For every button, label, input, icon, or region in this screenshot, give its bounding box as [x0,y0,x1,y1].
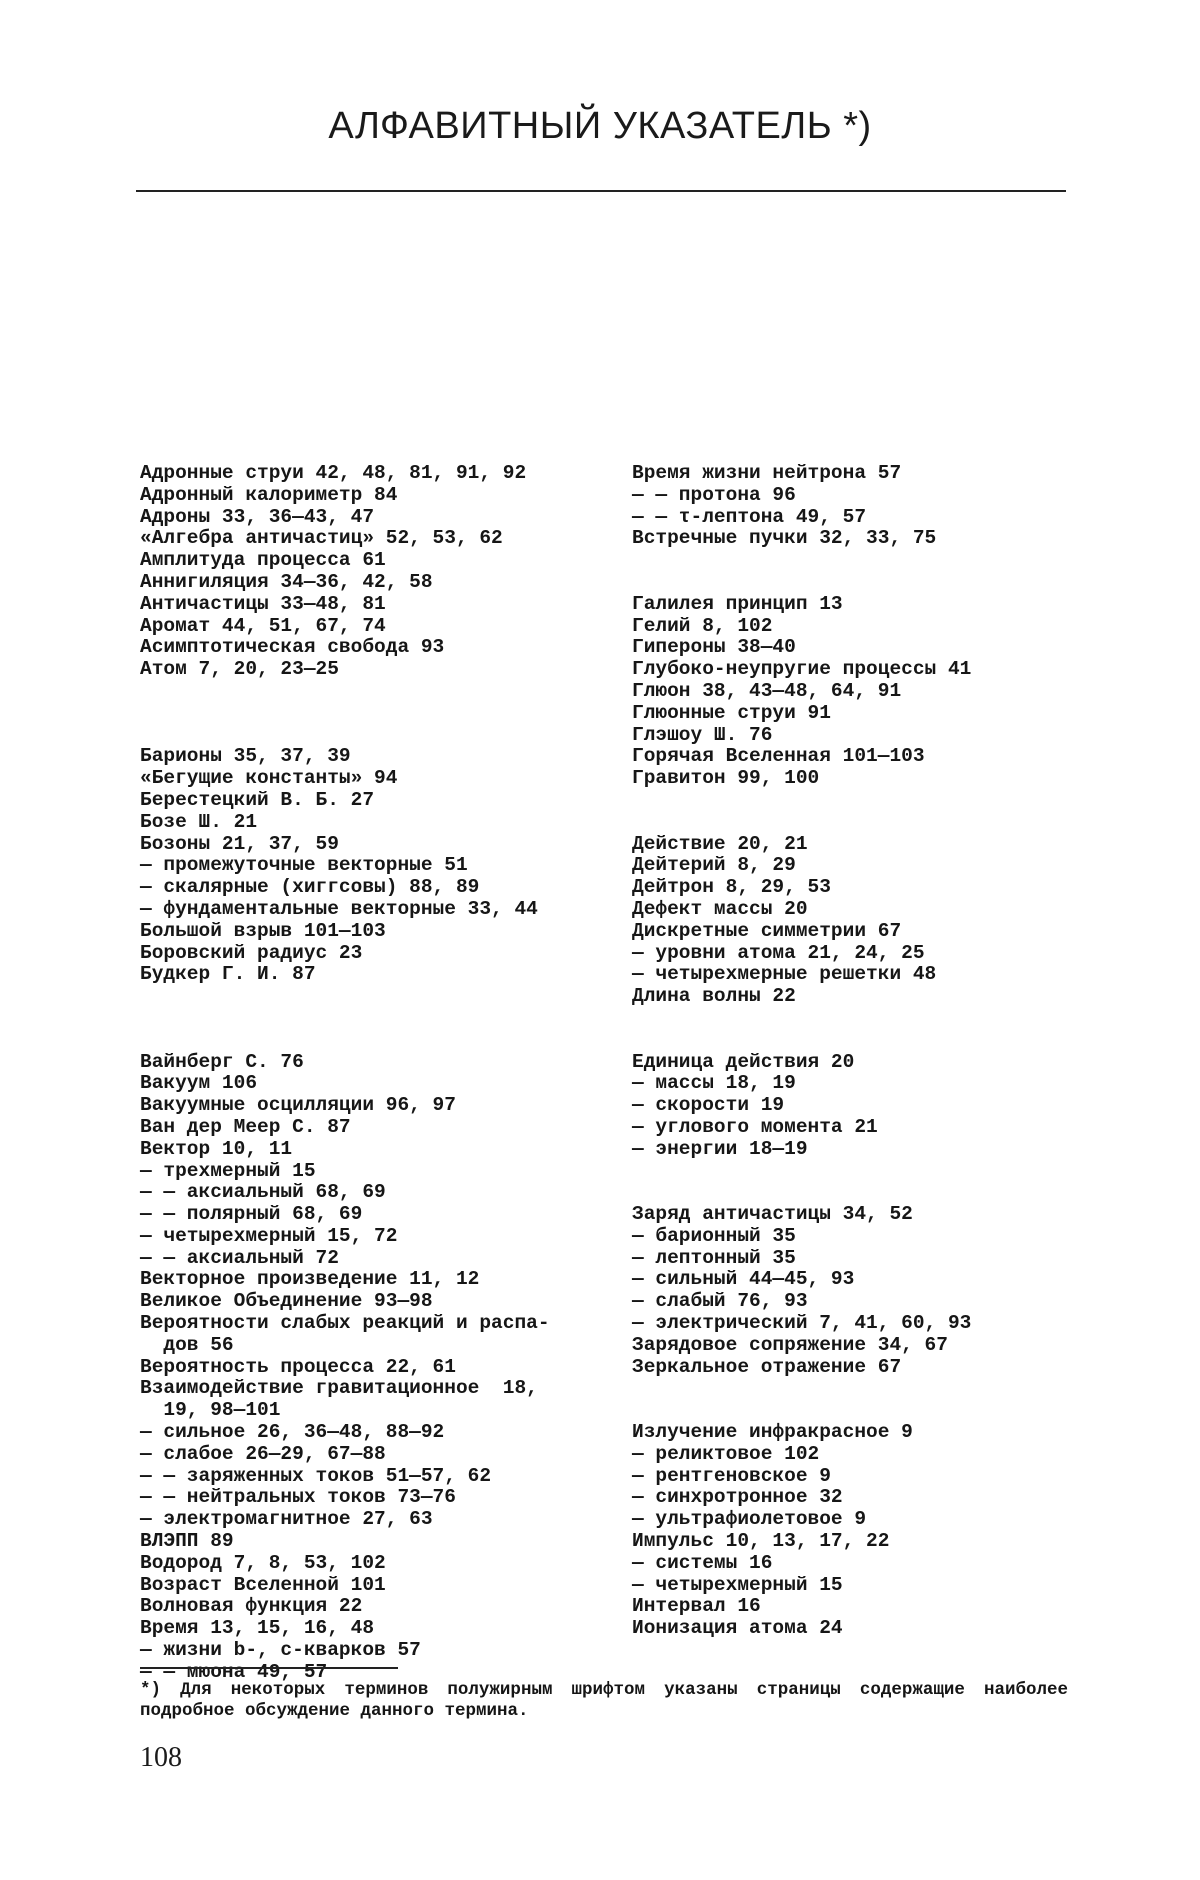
index-entry: — слабое 26—29, 67—88 [140,1442,386,1465]
index-entry: Античастицы 33—48, 81 [140,592,386,615]
index-entry: — четырехмерный 15, 72 [140,1224,398,1247]
index-entry: Взаимодействие гравитационное 18, [140,1377,538,1400]
index-entry: — — аксиальный 68, 69 [140,1181,386,1204]
index-entry: Водород 7, 8, 53, 102 [140,1551,386,1574]
index-entry: — трехмерный 15 [140,1159,316,1182]
index-entry: — фундаментальные векторные 33, 44 [140,897,538,920]
index-entry: — четырехмерный 15 [632,1573,843,1596]
index-gap [632,572,1102,594]
index-entry: Будкер Г. И. 87 [140,963,316,986]
footnote: *) Для некоторых терминов полужирным шрифтом указаны страницы содержащие наиболее подробное обсуждение данного термина. [140,1680,1068,1721]
index-entry: — — мюона 49, 57 [140,1660,328,1683]
index-gap [140,725,605,747]
index-gap [632,1161,1102,1183]
index-gap [140,986,605,1008]
index-entry: дов 56 [140,1333,234,1356]
index-entry: — ультрафиолетовое 9 [632,1508,867,1531]
page-title: АЛФАВИТНЫЙ УКАЗАТЕЛЬ *) [328,105,872,147]
index-entry: Время жизни нейтрона 57 [632,462,902,484]
index-entry: Зарядовое сопряжение 34, 67 [632,1333,948,1356]
index-entry: Асимптотическая свобода 93 [140,636,445,659]
index-entry: Боровский радиус 23 [140,941,363,964]
index-entry: Большой взрыв 101—103 [140,919,386,942]
index-entry: — — протона 96 [632,483,796,506]
index-gap [632,790,1102,812]
index-entry: — жизни b-, c-кварков 57 [140,1639,421,1662]
index-entry: Глюон 38, 43—48, 64, 91 [632,679,902,702]
index-entry: Дейтерий 8, 29 [632,854,796,877]
index-entry: «Алгебра античастиц» 52, 53, 62 [140,527,503,550]
index-entry: Адроны 33, 36—43, 47 [140,505,375,528]
index-entry: Бозе Ш. 21 [140,810,258,833]
index-gap [632,1182,1102,1204]
index-entry: — сильный 44—45, 93 [632,1268,855,1291]
index-entry: Аннигиляция 34—36, 42, 58 [140,570,433,593]
index-entry: Амплитуда процесса 61 [140,549,386,572]
index-entry: — слабый 76, 93 [632,1290,808,1313]
index-entry: Гипероны 38—40 [632,636,796,659]
index-entry: Великое Объединение 93—98 [140,1290,433,1313]
index-entry: Вакуум 106 [140,1072,258,1095]
index-entry: Адронные струи 42, 48, 81, 91, 92 [140,462,527,484]
index-gap [632,1378,1102,1400]
index-entry: — сильное 26, 36—48, 88—92 [140,1421,445,1444]
title-divider [136,190,1066,192]
index-entry: Гелий 8, 102 [632,614,773,637]
index-entry: Глэшоу Ш. 76 [632,723,773,746]
index-gap [632,1030,1102,1052]
index-entry: Ван дер Меер С. 87 [140,1115,351,1138]
index-entry: Векторное произведение 11, 12 [140,1268,480,1291]
index-entry: — — полярный 68, 69 [140,1203,363,1226]
index-entry: Вайнберг С. 76 [140,1050,304,1073]
index-entry: Дейтрон 8, 29, 53 [632,876,831,899]
index-entry: Галилея принцип 13 [632,592,843,615]
index-entry: Заряд античастицы 34, 52 [632,1203,913,1226]
page-number: 108 [140,1742,182,1773]
index-entry: Зеркальное отражение 67 [632,1355,902,1378]
index-entry: Дефект массы 20 [632,897,808,920]
index-entry: Дискретные симметрии 67 [632,919,902,942]
index-entry: — — заряженных токов 51—57, 62 [140,1464,492,1487]
index-entry: Гравитон 99, 100 [632,767,820,790]
index-entry: Глюонные струи 91 [632,701,831,724]
index-entry: — четырехмерные решетки 48 [632,963,937,986]
index-entry: — электромагнитное 27, 63 [140,1508,433,1531]
index-entry: Возраст Вселенной 101 [140,1573,386,1596]
index-entry: «Бегущие константы» 94 [140,767,398,790]
index-gap [632,550,1102,572]
index-entry: Вероятность процесса 22, 61 [140,1355,456,1378]
index-entry: Длина волны 22 [632,985,796,1008]
index-entry: — барионный 35 [632,1224,796,1247]
index-entry: — промежуточные векторные 51 [140,854,468,877]
index-entry: — уровни атома 21, 24, 25 [632,941,925,964]
index-entry: Аромат 44, 51, 67, 74 [140,614,386,637]
index-entry: Встречные пучки 32, 33, 75 [632,527,937,550]
index-entry: — — аксиальный 72 [140,1246,339,1269]
index-entry: Время 13, 15, 16, 48 [140,1617,375,1640]
index-entry: Бозоны 21, 37, 59 [140,832,339,855]
index-entry: Интервал 16 [632,1595,761,1618]
index-entry: Атом 7, 20, 23—25 [140,658,339,681]
index-gap [140,681,605,703]
index-entry: — скорости 19 [632,1094,785,1117]
footnote-divider [140,1667,398,1669]
index-entry: Единица действия 20 [632,1050,855,1073]
index-entry: Вектор 10, 11 [140,1137,293,1160]
index-entry: Действие 20, 21 [632,832,808,855]
index-gap [632,812,1102,834]
index-gap [140,1030,605,1052]
index-gap [632,1400,1102,1422]
index-entry: Излучение инфракрасное 9 [632,1421,913,1444]
index-entry: — скалярные (хиггсовы) 88, 89 [140,876,480,899]
index-entry: ВЛЭПП 89 [140,1530,234,1553]
index-entry: Барионы 35, 37, 39 [140,745,351,768]
index-entry: — системы 16 [632,1551,773,1574]
index-entry: Адронный калориметр 84 [140,483,398,506]
index-entry: — — нейтральных токов 73—76 [140,1486,456,1509]
index-entry: — энергии 18—19 [632,1137,808,1160]
index-gap [140,1008,605,1030]
index-entry: Вероятности слабых реакций и распа- [140,1312,550,1335]
index-entry: — — τ-лептона 49, 57 [632,505,867,528]
index-entry: Глубоко-неупругие процессы 41 [632,658,972,681]
index-entry: — углового момента 21 [632,1115,878,1138]
index-gap [140,703,605,725]
index-entry: — электрический 7, 41, 60, 93 [632,1312,972,1335]
index-entry: Горячая Вселенная 101—103 [632,745,925,768]
index-column-right [632,463,1102,1640]
index-entry: Импульс 10, 13, 17, 22 [632,1530,890,1553]
index-entry: — синхротронное 32 [632,1486,843,1509]
index-entry: 19, 98—101 [140,1399,281,1422]
index-entry: Вакуумные осцилляции 96, 97 [140,1094,456,1117]
index-entry: — массы 18, 19 [632,1072,796,1095]
index-entry: Берестецкий В. Б. 27 [140,788,375,811]
index-gap [632,1008,1102,1030]
index-column-left [140,463,605,1684]
index-entry: Волновая функция 22 [140,1595,363,1618]
index-entry: Ионизация атома 24 [632,1617,843,1640]
index-entry: — лептонный 35 [632,1246,796,1269]
index-entry: — рентгеновское 9 [632,1464,831,1487]
index-entry: — реликтовое 102 [632,1442,820,1465]
